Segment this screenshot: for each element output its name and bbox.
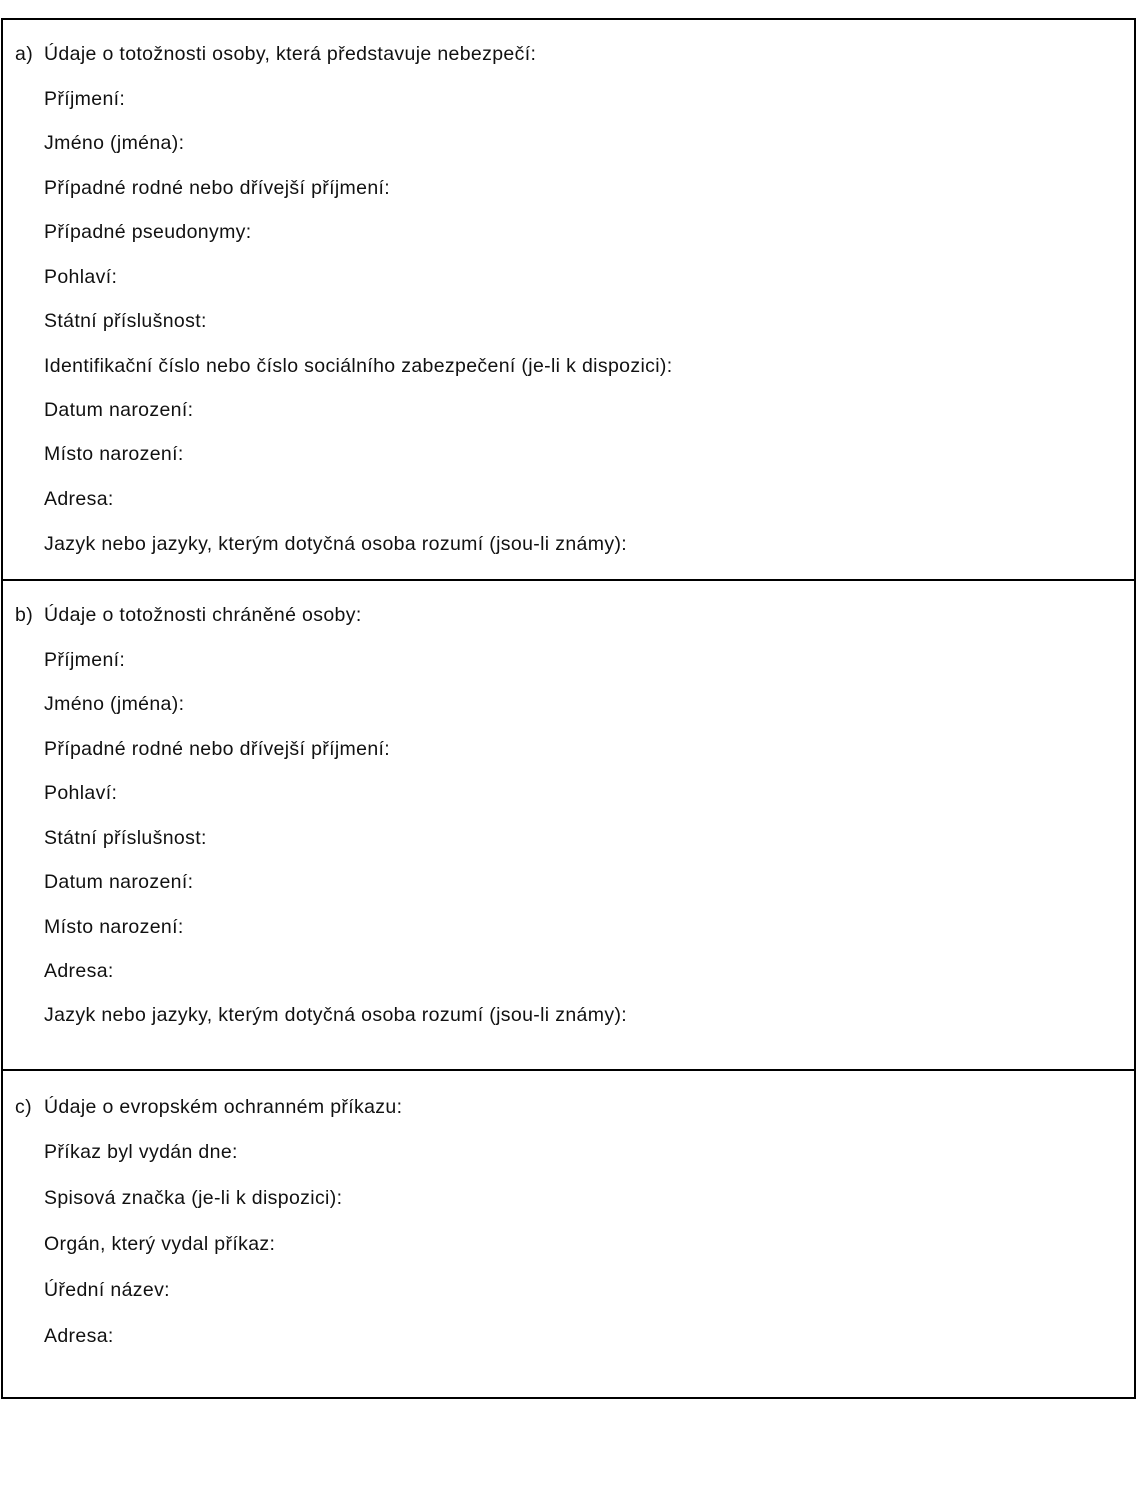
section-a-title: Údaje o totožnosti osoby, která představuje nebezpečí: — [44, 43, 537, 65]
field-date-of-birth: Datum narození: — [44, 871, 194, 893]
field-authority-address: Adresa: — [44, 1325, 114, 1347]
section-c-heading — [15, 1098, 402, 1118]
field-place-of-birth: Místo narození: — [44, 443, 184, 465]
field-first-names: Jméno (jména): — [44, 132, 185, 154]
field-maiden-name: Případné rodné nebo dřívejší příjmení: — [44, 738, 391, 760]
section-b-title: Údaje o totožnosti chráněné osoby: — [44, 604, 362, 626]
field-place-of-birth: Místo narození: — [44, 916, 184, 938]
field-sex: Pohlaví: — [44, 782, 118, 804]
field-languages: Jazyk nebo jazyky, kterým dotyčná osoba rozumí (jsou-li známy): — [44, 533, 628, 555]
section-a-letter: a) — [15, 43, 34, 65]
section-c-title: Údaje o evropském ochranném příkazu: — [44, 1096, 403, 1118]
field-languages: Jazyk nebo jazyky, kterým dotyčná osoba rozumí (jsou-li známy): — [44, 1004, 628, 1026]
field-reference-number: Spisová značka (je-li k dispozici): — [44, 1187, 343, 1209]
field-issuing-authority: Orgán, který vydal příkaz: — [44, 1233, 276, 1255]
field-nationality: Státní příslušnost: — [44, 310, 207, 332]
field-nationality: Státní příslušnost: — [44, 827, 207, 849]
field-first-names: Jméno (jména): — [44, 693, 185, 715]
section-b-protected-person-identity — [3, 581, 1134, 1071]
field-pseudonyms: Případné pseudonymy: — [44, 221, 252, 243]
section-c-letter: c) — [15, 1096, 32, 1118]
section-b-letter: b) — [15, 604, 34, 626]
section-b-heading — [15, 606, 362, 626]
section-c-protection-order — [3, 1071, 1134, 1397]
section-a-perpetrator-identity — [3, 20, 1134, 581]
field-id-number: Identifikační číslo nebo číslo sociálního zabezpečení (je-li k dispozici): — [44, 355, 673, 377]
field-surname: Příjmení: — [44, 649, 126, 671]
field-maiden-name: Případné rodné nebo dřívejší příjmení: — [44, 177, 391, 199]
section-a-heading — [15, 45, 536, 65]
form-table — [1, 18, 1136, 1399]
field-official-name: Úřední název: — [44, 1279, 170, 1301]
field-surname: Příjmení: — [44, 88, 126, 110]
field-issue-date: Příkaz byl vydán dne: — [44, 1141, 238, 1163]
field-sex: Pohlaví: — [44, 266, 118, 288]
field-date-of-birth: Datum narození: — [44, 399, 194, 421]
field-address: Adresa: — [44, 488, 114, 510]
field-address: Adresa: — [44, 960, 114, 982]
